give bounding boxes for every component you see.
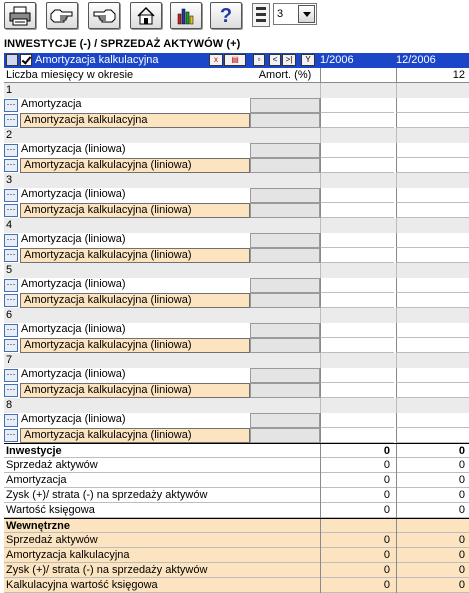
summary-value-2: 0	[396, 503, 469, 518]
table-row	[4, 368, 469, 383]
summary-row	[4, 578, 469, 593]
nav-prev-button[interactable]: <	[269, 54, 281, 66]
header-col-2: 12/2006	[396, 53, 469, 68]
table-row	[4, 113, 469, 128]
group-number-row	[4, 398, 469, 413]
summary-value-1: 0	[320, 444, 394, 459]
nav-next-button[interactable]: >|	[282, 54, 296, 66]
group-number-row	[4, 218, 469, 233]
table-row	[4, 278, 469, 293]
calc-amort-rate-input[interactable]	[250, 158, 320, 173]
bar-chart-icon	[176, 6, 196, 26]
summary-value-2	[396, 519, 469, 534]
summary-row	[4, 473, 469, 488]
summary-row	[4, 548, 469, 563]
header-bar	[4, 53, 320, 68]
row-menu-button[interactable]: ···	[4, 384, 18, 397]
summary-value-1: 0	[320, 488, 394, 503]
toolbar	[0, 0, 469, 34]
group-number: 7	[6, 354, 13, 366]
summary-value-1: 0	[320, 548, 394, 563]
depreciation-label: Amortyzacja (liniowa)	[21, 413, 126, 425]
table-row	[4, 203, 469, 218]
depreciation-label: Amortyzacja (liniowa)	[21, 233, 126, 245]
amort-rate-input[interactable]	[250, 188, 320, 203]
group-number: 4	[6, 219, 13, 231]
summary-value-2: 0	[396, 473, 469, 488]
amort-rate-input[interactable]	[250, 368, 320, 383]
row-menu-button[interactable]: ···	[4, 279, 18, 292]
calc-depreciation-label: Amortyzacja kalkulacyjna (liniowa)	[20, 383, 250, 398]
export-icon[interactable]: x	[209, 54, 223, 66]
level-indicator-icon[interactable]	[252, 3, 270, 27]
amort-rate-input[interactable]	[250, 323, 320, 338]
summary-row	[4, 563, 469, 578]
summary-value-2: 0	[396, 533, 469, 548]
summary-value-1	[320, 519, 394, 534]
group-number-row	[4, 83, 469, 98]
summary-value-2: 0	[396, 563, 469, 578]
group-number-row	[4, 128, 469, 143]
question-mark-icon: ?	[219, 4, 233, 27]
summary-row	[4, 458, 469, 473]
page-title: INWESTYCJE (-) / SPRZEDAŻ AKTYWÓW (+)	[4, 38, 241, 50]
row-menu-button[interactable]: ···	[4, 114, 18, 127]
group-number-row	[4, 263, 469, 278]
row-menu-button[interactable]: ···	[4, 414, 18, 427]
amort-rate-input[interactable]	[250, 413, 320, 428]
summary-value-2: 0	[396, 548, 469, 563]
row-menu-button[interactable]: ···	[4, 99, 18, 112]
depreciation-label: Amortyzacja (liniowa)	[21, 278, 126, 290]
help-button[interactable]	[210, 2, 242, 29]
calc-depreciation-label: Amortyzacja kalkulacyjna (liniowa)	[20, 248, 250, 263]
row-menu-button[interactable]: ···	[4, 369, 18, 382]
row-menu-button[interactable]: ···	[4, 324, 18, 337]
summary-value-1: 0	[320, 503, 394, 518]
summary-value-2: 0	[396, 488, 469, 503]
header-col-1: 1/2006	[320, 53, 394, 68]
row-menu-button[interactable]: ···	[4, 339, 18, 352]
summary-label: Inwestycje	[6, 445, 62, 457]
table-row	[4, 323, 469, 338]
months-col-2: 12	[396, 68, 469, 83]
table-row	[4, 233, 469, 248]
summary-row	[4, 488, 469, 503]
amort-rate-input[interactable]	[250, 98, 320, 113]
summary-row	[4, 518, 469, 533]
chevron-down-icon[interactable]	[298, 5, 315, 23]
summary-row	[4, 503, 469, 518]
table-row	[4, 158, 469, 173]
summary-value-2: 0	[396, 444, 469, 459]
summary-row	[4, 443, 469, 458]
printer-icon	[9, 6, 31, 26]
row-menu-button[interactable]: ···	[4, 429, 18, 442]
row-menu-button[interactable]: ···	[4, 204, 18, 217]
summary-label: Zysk (+)/ strata (-) na sprzedaży aktywów	[6, 564, 208, 576]
depreciation-label: Amortyzacja	[21, 98, 82, 110]
group-number: 6	[6, 309, 13, 321]
summary-label: Wartość księgowa	[6, 504, 95, 516]
depreciation-label: Amortyzacja (liniowa)	[21, 368, 126, 380]
amort-rate-input[interactable]	[250, 143, 320, 158]
summary-value-1: 0	[320, 473, 394, 488]
row-menu-button[interactable]: ···	[4, 144, 18, 157]
calc-amort-rate-input[interactable]	[250, 248, 320, 263]
hand-back-button[interactable]	[46, 2, 78, 29]
table-row	[4, 383, 469, 398]
calc-amort-rate-input[interactable]	[250, 293, 320, 308]
summary-label: Sprzedaż aktywów	[6, 459, 98, 471]
row-menu-button[interactable]: ···	[4, 234, 18, 247]
chart-button[interactable]	[170, 2, 202, 29]
months-label: Liczba miesięcy w okresie	[6, 69, 134, 81]
group-number-row	[4, 173, 469, 188]
group-number: 1	[6, 84, 13, 96]
group-number: 8	[6, 399, 13, 411]
calc-amort-rate-input[interactable]	[250, 203, 320, 218]
months-row	[4, 68, 469, 83]
group-number: 5	[6, 264, 13, 276]
calc-amort-rate-input[interactable]	[250, 338, 320, 353]
calc-amort-rate-input[interactable]	[250, 383, 320, 398]
table-row	[4, 293, 469, 308]
table-row	[4, 98, 469, 113]
group-number-row	[4, 353, 469, 368]
home-icon	[136, 6, 156, 26]
depreciation-label: Amortyzacja (liniowa)	[21, 323, 126, 335]
group-number: 2	[6, 129, 13, 141]
calc-depreciation-label: Amortyzacja kalkulacyjna (liniowa)	[20, 158, 250, 173]
calc-amort-rate-input[interactable]	[250, 113, 320, 128]
summary-label: Wewnętrzne	[6, 520, 70, 532]
depreciation-label: Amortyzacja (liniowa)	[21, 143, 126, 155]
summary-label: Sprzedaż aktywów	[6, 534, 98, 546]
table-row	[4, 428, 469, 443]
summary-row	[4, 533, 469, 548]
summary-value-2: 0	[396, 578, 469, 593]
table-row	[4, 413, 469, 428]
table-row	[4, 248, 469, 263]
hand-forward-button[interactable]	[88, 2, 120, 29]
header-checkbox[interactable]	[20, 54, 32, 66]
hand-right-icon	[92, 8, 116, 24]
row-menu-button[interactable]: ···	[4, 189, 18, 202]
amort-rate-input[interactable]	[250, 233, 320, 248]
summary-value-1: 0	[320, 578, 394, 593]
row-menu-button[interactable]: ···	[4, 159, 18, 172]
summary-value-1: 0	[320, 533, 394, 548]
hand-left-icon	[50, 8, 74, 24]
print-button[interactable]	[4, 2, 36, 29]
amort-rate-input[interactable]	[250, 278, 320, 293]
calc-depreciation-label: Amortyzacja kalkulacyjna (liniowa)	[20, 293, 250, 308]
calc-depreciation-label: Amortyzacja kalkulacyjna (liniowa)	[20, 338, 250, 353]
collapse-icon[interactable]: ▫	[253, 54, 265, 66]
summary-value-1: 0	[320, 563, 394, 578]
summary-label: Amortyzacja kalkulacyjna	[6, 549, 130, 561]
calc-depreciation-label: Amortyzacja kalkulacyjna (liniowa)	[20, 203, 250, 218]
calc-amort-rate-input[interactable]	[250, 428, 320, 443]
table-icon[interactable]	[6, 54, 18, 66]
amort-header: Amort. (%)	[258, 69, 312, 81]
row-menu-button[interactable]: ···	[4, 249, 18, 262]
header-name: Amortyzacja kalkulacyjna	[35, 54, 159, 66]
summary-label: Kalkulacyjna wartość księgowa	[6, 579, 158, 591]
calc-depreciation-label: Amortyzacja kalkulacyjna	[20, 113, 250, 128]
table-row	[4, 338, 469, 353]
table-row	[4, 143, 469, 158]
depreciation-label: Amortyzacja (liniowa)	[21, 188, 126, 200]
data-icon[interactable]: ▤	[224, 54, 246, 66]
group-number: 3	[6, 174, 13, 186]
summary-label: Zysk (+)/ strata (-) na sprzedaży aktywów	[6, 489, 208, 501]
level-select[interactable]	[273, 3, 317, 25]
filter-icon[interactable]: Y	[301, 54, 315, 66]
table-row	[4, 188, 469, 203]
home-button[interactable]	[130, 2, 162, 29]
table-header	[4, 53, 469, 68]
summary-value-2: 0	[396, 458, 469, 473]
calc-depreciation-label: Amortyzacja kalkulacyjna (liniowa)	[20, 428, 250, 443]
group-number-row	[4, 308, 469, 323]
level-select-value: 3	[277, 8, 284, 20]
row-menu-button[interactable]: ···	[4, 294, 18, 307]
summary-value-1: 0	[320, 458, 394, 473]
summary-label: Amortyzacja	[6, 474, 67, 486]
